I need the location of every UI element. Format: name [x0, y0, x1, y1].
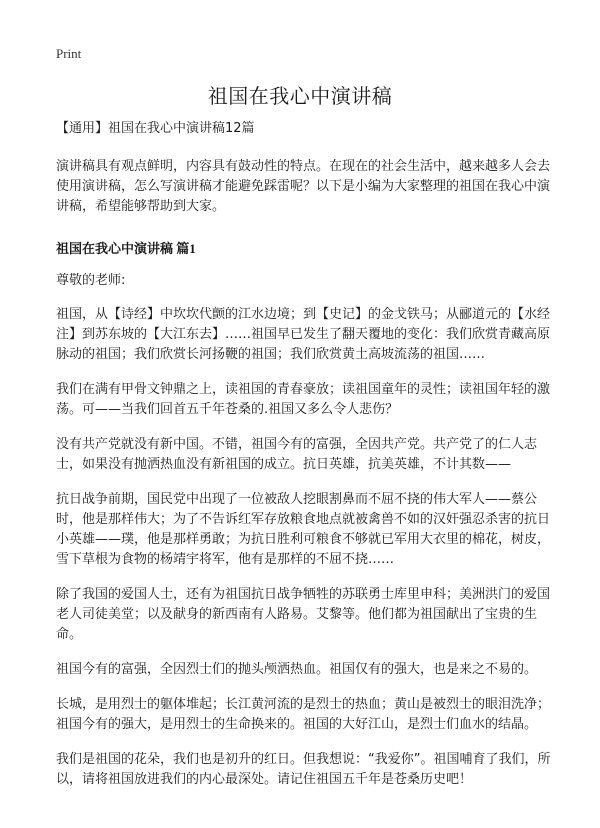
body-paragraph-8: 我们是祖国的花朵，我们也是初升的红日。但我想说：“我爱你”。祖国哺育了我们，所以，请将祖国放进我们的内心最深处。请记住祖国五千年是苍桑历史吧！: [56, 752, 551, 787]
page-title: 祖国在我心中演讲稿: [207, 84, 393, 108]
body-paragraph-3: 没有共产党就没有新中国。不错，祖国今有的富强，全因共产党。共产党了的仁人志士，如果没有抛洒热血没有新祖国的成立。抗日英雄，抗美英雄，不计其数——: [56, 437, 538, 472]
body-paragraph-4: 抗日战争前期，国民党中出现了一位被敌人挖眼割鼻而不屈不挠的伟大军人——蔡公时，他是那样伟大；为了不告诉红军存放粮食地点就被禽兽不如的汉奸强忍杀害的抗日小英雄——璞，他是那样勇敢；为抗日胜利可粮食不够就已军用大衣里的棉花，树皮，雪下草根为食物的杨靖宇将军，他有是那样的不屈不挠……: [56, 492, 551, 567]
body-paragraph-2: 我们在满有甲骨文钟鼎之上，读祖国的青春豪放；读祖国童年的灵性；读祖国年轻的激荡。可——当我们回首五千年苍桑的.祖国又多么令人悲伤？: [56, 382, 551, 417]
document-subtitle: 【通用】祖国在我心中演讲稿12篇: [56, 121, 255, 136]
intro-paragraph: 演讲稿具有观点鲜明，内容具有鼓动性的特点。在现在的社会生活中，越来越多人会去使用演讲稿，怎么写演讲稿才能避免踩雷呢？以下是小编为大家整理的祖国在我心中演讲稿，希望能够帮助到大家。: [56, 159, 551, 214]
body-paragraph-1: 祖国，从【诗经】中坎坎代颤的江水边境；到【史记】的金戈铁马；从郦道元的【水经注】到苏东坡的【大江东去】……祖国早已发生了翻天覆地的变化：我们欣赏青藏高原脉动的祖国；我们欣赏长河扬鞭的祖国；我们欣赏黄土高坡流荡的祖国……: [56, 307, 551, 362]
body-paragraph-5: 除了我国的爱国人士，还有为祖国抗日战争牺牲的苏联勇士库里申科；美洲洪门的爱国老人司徒美堂；以及献身的新西南有人路易。艾黎等。他们都为祖国献出了宝贵的生命。: [56, 587, 551, 642]
greeting: 尊敬的老师:: [56, 273, 126, 288]
document-body: [56, 119, 552, 805]
body-paragraph-7: 长城，是用烈士的躯体堆起；长江黄河流的是烈士的热血；黄山是被烈士的眼泪洗净；祖国今有的强大，是用烈士的生命换来的。祖国的大好江山，是烈士们血水的结晶。: [56, 697, 551, 732]
section-heading: 祖国在我心中演讲稿 篇1: [56, 241, 196, 256]
body-paragraph-6: 祖国今有的富强，全因烈士们的抛头颅洒热血。祖国仅有的强大，也是来之不易的。: [56, 662, 538, 677]
print-link[interactable]: Print: [56, 46, 82, 61]
